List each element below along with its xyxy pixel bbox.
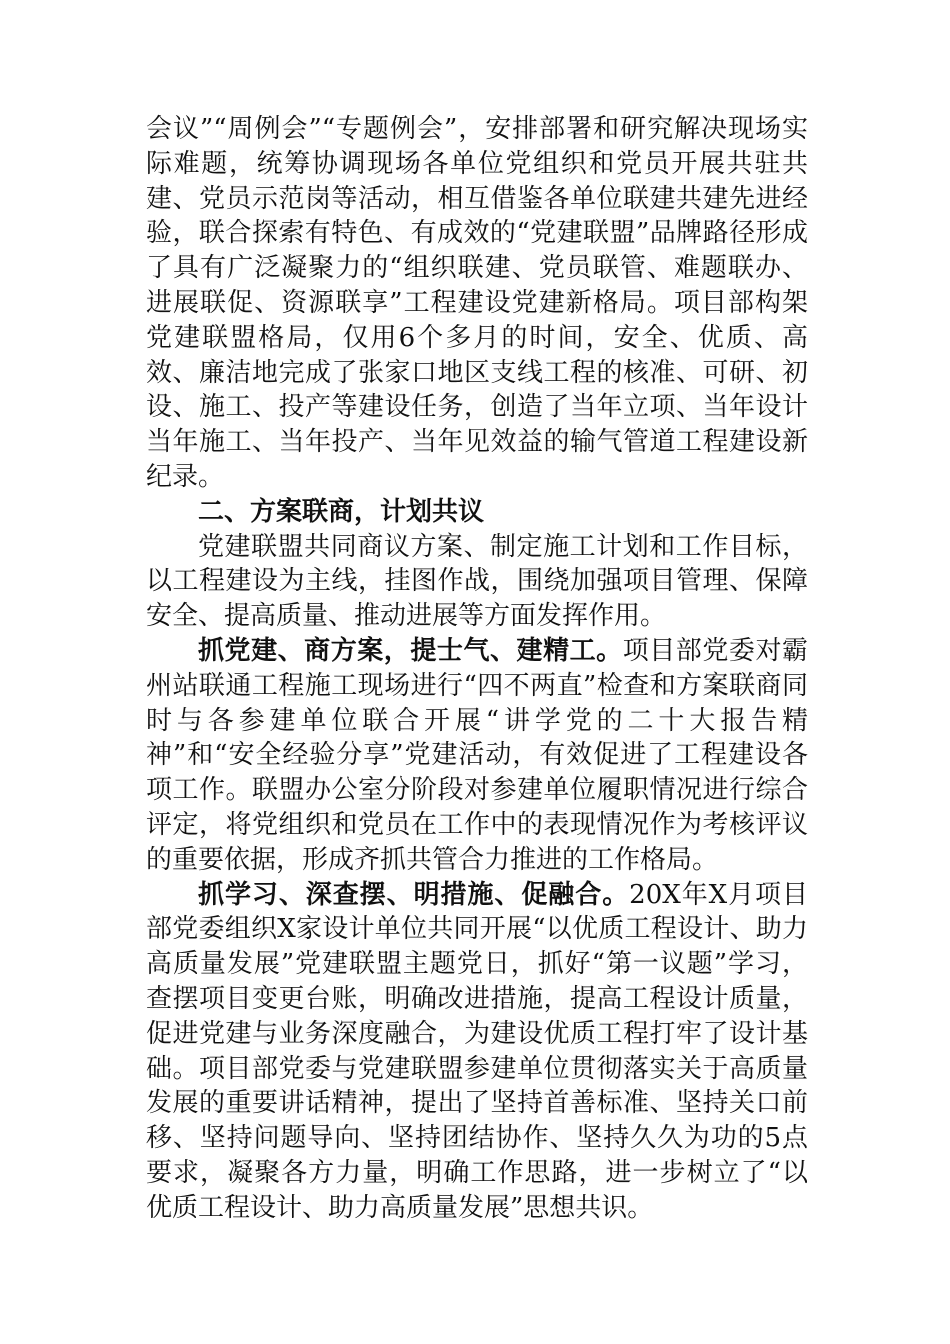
section-heading: 二、方案联商，计划共议 [198, 496, 485, 527]
item-1-body: 项目部党委对霸州站联通工程施工现场进行“四不两直”检查和方案联商同时与各参建单位联合开展“讲学党的二十大报告精神”和“安全经验分享”党建活动，有效促进了工程建设各项工作。联盟办公室分阶段对参建单位履职情况进行综合评定，将党组织和党员在工作中的表现情况作为考核评议的重要依据，形成齐抓共管合力推进的工作格局。 [146, 635, 808, 875]
paragraph-continuation: 会议”“周例会”“专题例会”，安排部署和研究解决现场实际难题，统筹协调现场各单位党组织和党员开展共驻共建、党员示范岗等活动，相互借鉴各单位联建共建先进经验，联合探索有特色、有成效的“党建联盟”品牌路径形成了具有广泛凝聚力的“组织联建、党员联管、难题联办、进展联促、资源联享”工程建设党建新格局。项目部构架党建联盟格局，仅用6个多月的时间，安全、优质、高效、廉洁地完成了张家口地区支线工程的核准、可研、初设、施工、投产等建设任务，创造了当年立项、当年设计当年施工、当年投产、当年见效益的输气管道工程建设新纪录。 [146, 114, 808, 492]
item-2-body: 20X年X月项目部党委组织X家设计单位共同开展“以优质工程设计、助力高质量发展”党建联盟主题党日，抓好“第一议题”学习，查摆项目变更台账，明确改进措施，提高工程设计质量，促进党建与业务深度融合，为建设优质工程打牢了设计基础。项目部党委与党建联盟参建单位贯彻落实关于高质量发展的重要讲话精神，提出了坚持首善标准、坚持关口前移、坚持问题导向、坚持团结协作、坚持久久为功的5点要求，凝聚各方力量，明确工作思路，进一步树立了“以优质工程设计、助力高质量发展”思想共识。 [146, 879, 808, 1223]
paragraph-item-1 [146, 634, 808, 878]
paragraph-item-2 [146, 878, 808, 1226]
item-2-lead: 抓学习、深查摆、明措施、促融合。 [198, 879, 630, 910]
document-body [146, 112, 808, 1226]
item-1-lead: 抓党建、商方案，提士气、建精工。 [198, 635, 623, 666]
paragraph-intro: 党建联盟共同商议方案、制定施工计划和工作目标，以工程建设为主线，挂图作战，围绕加强项目管理、保障安全、提高质量、推动进展等方面发挥作用。 [146, 531, 808, 632]
